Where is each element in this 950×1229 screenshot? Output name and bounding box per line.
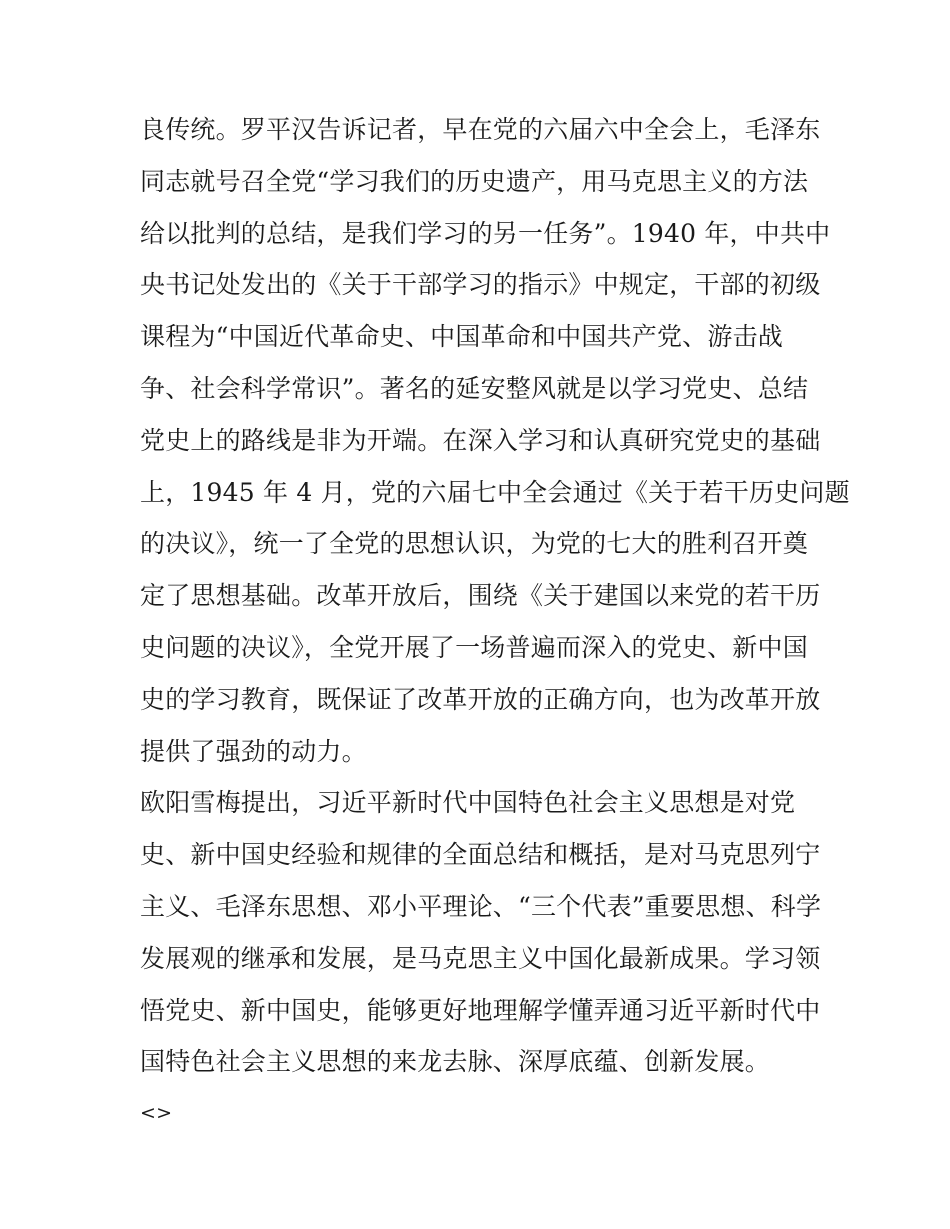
text-line: 史、新中国史经验和规律的全面总结和概括，是对马克思列宁: [140, 840, 821, 870]
article-body: [140, 104, 850, 1140]
text-line: 课程为“中国近代革命史、中国革命和中国共产党、游击战: [140, 322, 783, 352]
text-line: 的决议》，统一了全党的思想认识，为党的七大的胜利召开奠: [140, 529, 808, 559]
text-line: 悟党史、新中国史，能够更好地理解学懂弄通习近平新时代中: [140, 995, 821, 1025]
text-line: 欧阳雪梅提出，习近平新时代中国特色社会主义思想是对党: [140, 788, 796, 818]
text-line: 党史上的路线是非为开端。在深入学习和认真研究党史的基础: [140, 425, 821, 455]
text-line: 争、社会科学常识”。著名的延安整风就是以学习党史、总结: [140, 373, 809, 403]
text-line: 良传统。罗平汉告诉记者，早在党的六届六中全会上，毛泽东: [140, 115, 821, 144]
text-line: 史的学习教育，既保证了改革开放的正确方向，也为改革开放: [140, 684, 821, 714]
text-line: 国特色社会主义思想的来龙去脉、深厚底蕴、创新发展。: [140, 1047, 771, 1077]
text-line: 上，1945 年 4 月，党的六届七中全会通过《关于若干历史问题: [140, 477, 850, 507]
paragraph-history-study: [140, 104, 850, 777]
text-line: 定了思想基础。改革开放后，围绕《关于建国以来党的若干历: [140, 581, 821, 611]
text-line: 给以批判的总结，是我们学习的另一任务”。1940 年，中共中: [140, 218, 831, 248]
text-line: 央书记处发出的《关于干部学习的指示》中规定，干部的初级: [140, 270, 821, 300]
page-nav-marker[interactable]: <>: [140, 1102, 173, 1125]
text-line: 主义、毛泽东思想、邓小平理论、“三个代表”重要思想、科学: [140, 891, 822, 921]
text-line: 发展观的继承和发展，是马克思主义中国化最新成果。学习领: [140, 943, 821, 973]
text-line: 同志就号召全党“学习我们的历史遗产，用马克思主义的方法: [140, 166, 809, 196]
text-line: 提供了强劲的动力。: [140, 736, 367, 766]
paragraph-xi-thought: [140, 777, 822, 1088]
text-line: 史问题的决议》，全党开展了一场普遍而深入的党史、新中国: [140, 632, 808, 662]
